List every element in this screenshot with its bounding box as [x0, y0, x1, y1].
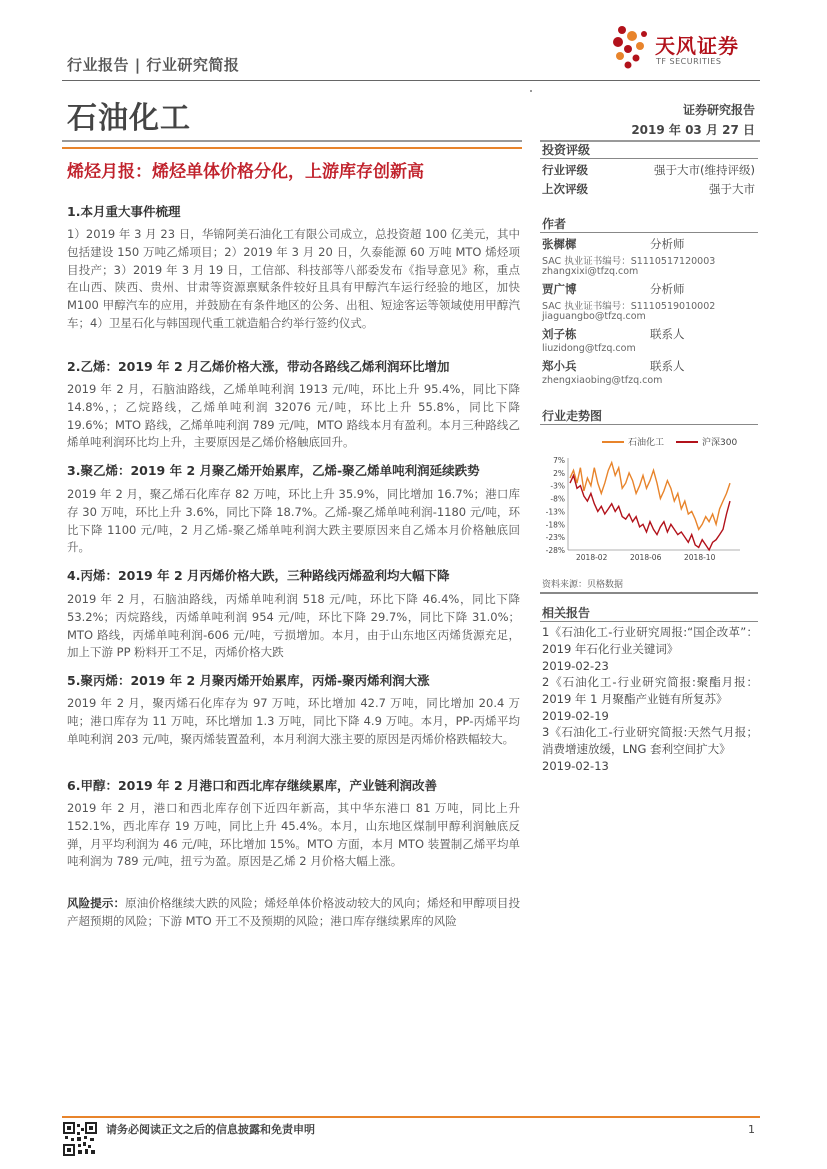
industry-rating-value: 强于大市(维持评级)	[654, 163, 755, 177]
last-rating-value: 强于大市	[709, 182, 755, 196]
report-date: 2019 年 03 月 27 日	[631, 123, 755, 137]
author-email[interactable]: zhangxixi@tfzq.com	[542, 266, 639, 277]
chart-source: 资料来源：贝格数据	[542, 580, 624, 590]
authors-heading: 作者	[542, 217, 567, 231]
trend-divider	[540, 424, 758, 425]
y-tick-label: -8%	[550, 494, 565, 504]
x-tick-label: 2018-10	[684, 553, 716, 562]
rating-heading: 投资评级	[542, 143, 591, 157]
author-sac: SAC 执业证书编号：S1110519010002	[542, 301, 716, 312]
author-role: 分析师	[650, 237, 685, 251]
risk-body: 原油价格继续大跌的风险；烯烃单体价格波动较大的风向；烯烃和甲醇项目投产超预期的风险；下游 MTO 开工不及预期的风险；港口库存继续累库的风险	[67, 896, 520, 928]
industry-title: 石油化工	[67, 101, 191, 136]
y-tick-label: 7%	[553, 456, 565, 465]
footer-disclaimer: 请务必阅读正文之后的信息披露和免责申明	[106, 1123, 315, 1136]
series-line	[570, 475, 730, 550]
page-number: 1	[748, 1123, 755, 1136]
section-heading: 6.甲醇：2019 年 2 月港口和西北库存继续累库，产业链利润改善	[67, 778, 437, 793]
section-heading: 3.聚乙烯：2019 年 2 月聚乙烯开始累库，乙烯-聚乙烯单吨利润延续跌势	[67, 463, 480, 478]
related-report-link[interactable]: 1《石油化工-行业研究周报:“国企改革”：2019 年石化行业关键词》	[542, 625, 758, 656]
x-tick-label: 2018-06	[630, 553, 662, 562]
authors-divider	[540, 232, 758, 233]
rating-divider	[540, 158, 758, 159]
y-tick-label: -13%	[545, 507, 565, 517]
author-name: 张樨樨	[542, 237, 577, 251]
y-tick-label: 2%	[553, 468, 565, 478]
related-heading: 相关报告	[542, 606, 591, 620]
related-report-date: 2019-02-23	[542, 659, 609, 673]
header-divider	[62, 80, 760, 81]
section-heading: 1.本月重大事件梳理	[67, 204, 181, 219]
author-name: 贾广博	[542, 282, 577, 296]
section-heading: 2.乙烯：2019 年 2 月乙烯价格大涨，带动各路线乙烯利润环比增加	[67, 359, 450, 374]
related-report-date: 2019-02-19	[542, 709, 609, 723]
qr-code-icon	[63, 1122, 97, 1156]
brand-name: 天风证券	[655, 34, 739, 58]
author-role: 联系人	[650, 359, 685, 373]
author-name: 郑小兵	[542, 359, 577, 373]
author-email[interactable]: zhengxiaobing@tfzq.com	[542, 375, 663, 386]
section-body: 2019 年 2 月，石脑油路线，丙烯单吨利润 518 元/吨，环比下降 46.4%，同比下降 53.2%；丙烷路线，丙烯单吨利润 954 元/吨，环比下降 29.7%，同比下降 31.0%；MTO 路线，丙烯单吨利润-606 元/吨，亏损增加。本月，由于山东地区丙烯货源充足，加上下游 PP 粉料开工不足，丙烯价格大跌	[67, 592, 520, 660]
y-tick-label: -3%	[550, 481, 565, 491]
footer-divider	[62, 1116, 760, 1118]
risk-label: 风险提示：	[67, 896, 126, 910]
section-body: 2019 年 2 月，石脑油路线，乙烯单吨利润 1913 元/吨，环比上升 95.4%，同比下降 14.8%，；乙烷路线，乙烯单吨利润 32076 元/吨，环比上升 55.8%，同比下降 19.6%；MTO 路线，乙烯单吨利润 789 元/吨，MTO 路线本月有盈利。本月三种路线乙烯单吨利润环比均上升，主要原因是乙烯价格触底回升。	[67, 382, 520, 450]
author-email[interactable]: liuzidong@tfzq.com	[542, 343, 636, 354]
related-divider	[540, 621, 758, 622]
report-type: 证券研究报告	[682, 103, 755, 117]
report-category: 行业报告 | 行业研究简报	[67, 56, 240, 74]
section-heading: 4.丙烯：2019 年 2 月丙烯价格大跌，三种路线丙烯盈利均大幅下降	[67, 568, 450, 583]
report-title: 烯烃月报：烯烃单体价格分化，上游库存创新高	[67, 162, 424, 182]
decor-dot	[530, 90, 532, 92]
author-role: 分析师	[650, 282, 685, 296]
section-heading: 5.聚丙烯：2019 年 2 月聚丙烯开始累库，丙烯-聚丙烯利润大涨	[67, 673, 430, 688]
title-divider-left	[62, 140, 522, 142]
author-email[interactable]: jiaguangbo@tfzq.com	[542, 311, 646, 322]
section-body: 2019 年 2 月，聚乙烯石化库存 82 万吨，环比上升 35.9%，同比增加 16.7%；港口库存 30 万吨，环比上升 3.6%，同比下降 18.7%。乙烯-聚乙烯单吨利润-1180 元/吨，环比下降 1100 元/吨，2 月乙烯-聚乙烯单吨利润大跌主要原因来自乙烯本月价格触底回升。	[67, 487, 520, 555]
section-body: 2019 年 2 月，港口和西北库存创下近四年新高，其中华东港口 81 万吨，同比上升 152.1%，西北库存 19 万吨，同比上升 45.4%。本月，山东地区煤制甲醇利润触底反弹，月平均利润为 46 元/吨，环比增加 15%。MTO 方面，本月 MTO 装置制乙烯平均单吨利润为 789 元/吨，扭亏为盈。原因是乙烯 2 月价格大幅上涨。	[67, 801, 520, 869]
title-accent-line	[62, 147, 522, 149]
legend-label: 石油化工	[628, 438, 665, 448]
legend-label: 沪深300	[702, 438, 738, 448]
author-name: 刘子栋	[542, 327, 577, 341]
y-tick-label: -23%	[545, 533, 565, 543]
trend-heading: 行业走势图	[542, 409, 603, 423]
last-rating-label: 上次评级	[542, 182, 588, 196]
risk-paragraph	[67, 895, 520, 931]
related-report-link[interactable]: 3《石油化工-行业研究简报:天然气月报；消费增速放缓，LNG 套利空间扩大》	[542, 725, 758, 756]
x-tick-label: 2018-02	[576, 553, 608, 562]
brand-en: TF SECURITIES	[656, 57, 722, 66]
author-sac: SAC 执业证书编号：S1110517120003	[542, 256, 716, 267]
related-report-date: 2019-02-13	[542, 759, 609, 773]
industry-trend-chart	[540, 432, 758, 572]
related-top-divider	[540, 592, 758, 594]
series-line	[570, 463, 730, 530]
y-tick-label: -28%	[545, 546, 565, 555]
section-body: 1）2019 年 3 月 23 日，华锦阿美石油化工有限公司成立，总投资超 100 亿美元，其中包括建设 150 万吨乙烯项目；2）2019 年 3 月 20 日，久泰能源 60 万吨 MTO 烯烃项目投产；3）2019 年 3 月 19 日，工信部、科技部等八部委发布《指导意见》称，重点在山西、陕西、贵州、甘肃等资源禀赋条件较好且具有甲醇汽车运行经验的地区，加快 M100 甲醇汽车的应用，并鼓励在有条件地区的公务、出租、短途客运等领域使用甲醇汽车；4）卫星石化与韩国现代重工就造船合约举行签约仪式。	[67, 227, 520, 330]
author-role: 联系人	[650, 327, 685, 341]
related-report-link[interactable]: 2《石油化工-行业研究简报:聚酯月报：2019 年 1 月聚酯产业链有所复苏》	[542, 675, 758, 706]
section-body: 2019 年 2 月，聚丙烯石化库存为 97 万吨，环比增加 42.7 万吨，同比增加 20.4 万吨；港口库存为 11 万吨，环比增加 1.3 万吨，同比下降 4.9 万吨。本月，PP-丙烯平均单吨利润 203 元/吨，聚丙烯装置盈利，本月利润大涨主要的原因是丙烯价格跌幅较大。	[67, 696, 520, 746]
y-tick-label: -18%	[545, 520, 565, 530]
industry-rating-label: 行业评级	[542, 163, 588, 177]
